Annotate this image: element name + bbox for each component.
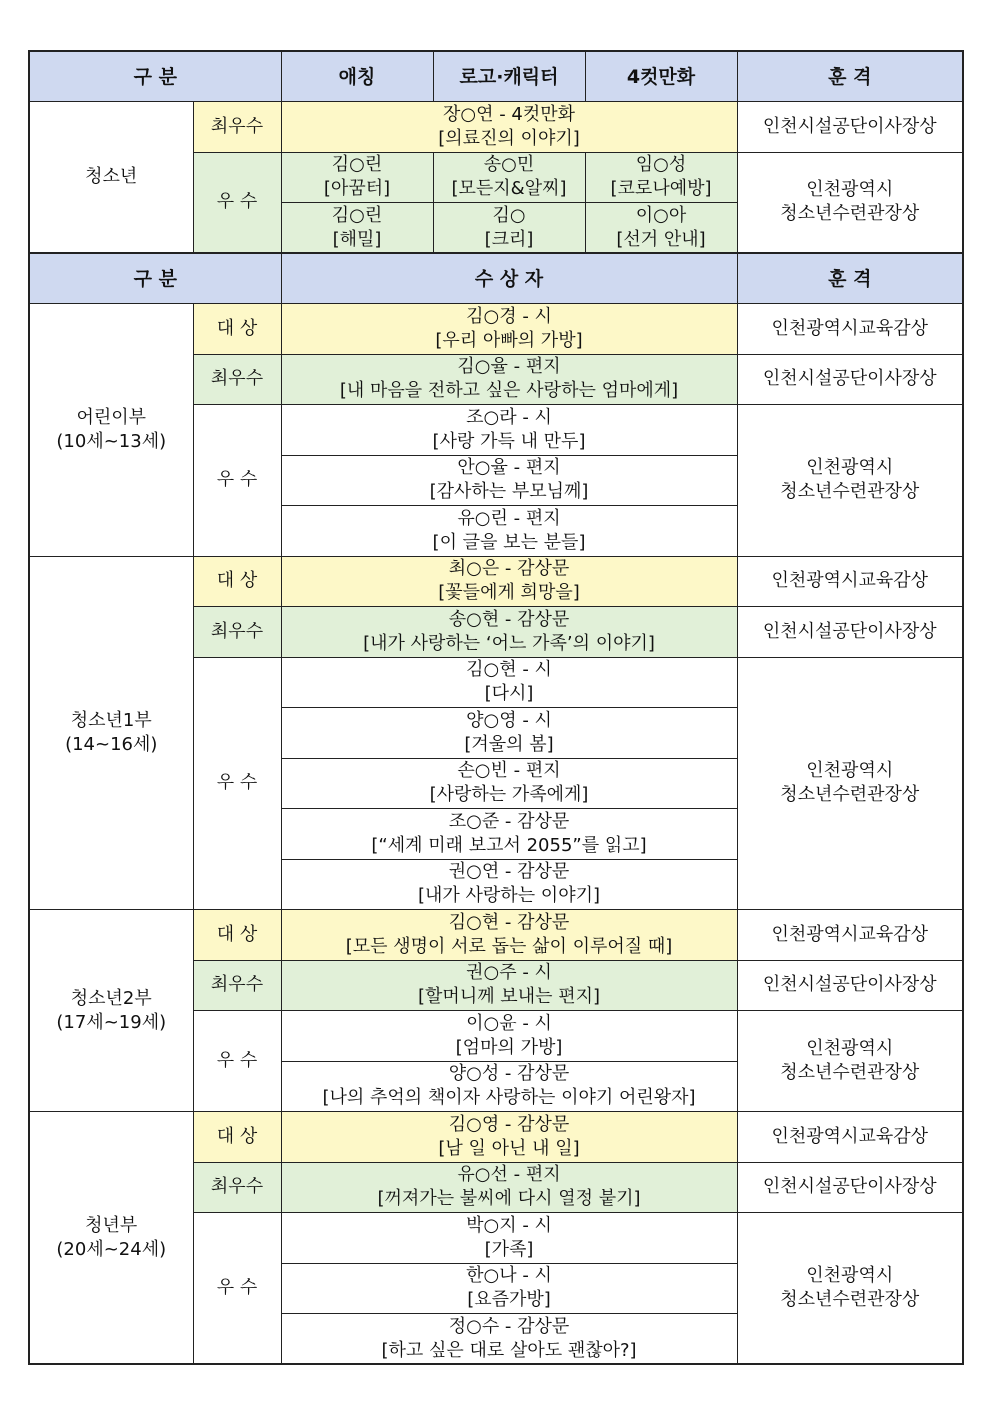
winner-title: [코로나예방]	[610, 178, 712, 200]
grade-label: 최우수	[193, 1162, 281, 1213]
group-name-youth: 청소년	[29, 102, 193, 254]
winner-cell	[585, 203, 737, 254]
grade-label: 대 상	[193, 910, 281, 961]
winner-line: 김○린	[331, 204, 383, 226]
winner-line: 송○현 - 감상문	[448, 608, 570, 630]
winner-cell	[281, 758, 737, 809]
award-name	[737, 152, 963, 253]
winner-title: [“세계 미래 보고서 2055”를 읽고]	[371, 834, 647, 856]
award-name: 인천광역시교육감상	[737, 910, 963, 961]
winner-line: 유○선 - 편지	[457, 1164, 561, 1186]
winner-title: [하고 싶은 대로 살아도 괜찮아?]	[381, 1339, 637, 1361]
winner-cell	[281, 506, 737, 557]
winner-cell	[433, 203, 585, 254]
winner-cell	[281, 304, 737, 355]
winner-cell	[433, 152, 585, 203]
grade-label: 우 수	[193, 1011, 281, 1112]
winner-line: 임○성	[635, 154, 687, 176]
winner-line: 김○현 - 시	[466, 659, 552, 681]
winner-line: 권○연 - 감상문	[448, 861, 570, 883]
group-age-range: (20세~24세)	[56, 1238, 167, 1260]
header-division: 구 분	[29, 51, 281, 102]
winner-cell	[281, 1263, 737, 1314]
winner-line: 유○린 - 편지	[457, 507, 561, 529]
grade-label: 우 수	[193, 1213, 281, 1365]
award-line: 인천광역시	[806, 457, 894, 479]
winner-title: [이 글을 보는 분들]	[432, 531, 586, 553]
winner-line: 이○윤 - 시	[466, 1012, 552, 1034]
grade-label: 최우수	[193, 607, 281, 658]
winner-title: [감사하는 부모님께]	[429, 481, 589, 503]
award-line: 청소년수련관장상	[780, 784, 920, 806]
winner-cell	[281, 1162, 737, 1213]
winner-title: [나의 추억의 책이자 사랑하는 이야기 어린왕자]	[322, 1087, 696, 1109]
award-line: 인천광역시	[806, 1038, 894, 1059]
group-title: 청년부	[85, 1214, 138, 1236]
winner-cell	[281, 455, 737, 506]
winner-line: 김○경 - 시	[466, 305, 552, 327]
grade-label: 최우수	[193, 354, 281, 405]
header-logo-character: 로고·캐릭터	[433, 51, 585, 102]
winner-cell	[281, 152, 433, 203]
winner-cell	[281, 1061, 737, 1112]
winner-line: 김○영 - 감상문	[448, 1113, 570, 1135]
winner-title: [가족]	[484, 1238, 534, 1260]
winner-title: [꺼져가는 불씨에 다시 열정 붙기]	[377, 1188, 641, 1210]
award-line: 청소년수련관장상	[780, 1062, 920, 1083]
header-commendation: 훈 격	[737, 253, 963, 304]
group-age-range: (10세~13세)	[56, 430, 167, 452]
header-winner: 수 상 자	[281, 253, 737, 304]
group-age-range: (14~16세)	[65, 733, 158, 755]
winner-cell	[281, 203, 433, 254]
award-line: 청소년수련관장상	[780, 481, 920, 503]
award-name: 인천시설공단이사장상	[737, 102, 963, 153]
winner-line: 권○주 - 시	[466, 962, 552, 984]
winner-cell	[281, 556, 737, 607]
winner-title: [해밀]	[332, 228, 382, 250]
award-table-body	[29, 51, 963, 1364]
winner-cell	[281, 354, 737, 405]
award-name	[737, 1011, 963, 1112]
winner-cell	[585, 152, 737, 203]
winner-line: 조○라 - 시	[466, 406, 552, 428]
grade-label: 최우수	[193, 102, 281, 153]
header-row-contest	[29, 51, 963, 102]
winner-title: [꽃들에게 희망을]	[438, 582, 580, 604]
winner-line: 김○	[492, 204, 526, 226]
grand-prize-row	[29, 1112, 963, 1163]
grade-label: 대 상	[193, 1112, 281, 1163]
winner-line: 안○율 - 편지	[457, 457, 561, 479]
winner-line: 한○나 - 시	[466, 1265, 552, 1287]
winner-line: 양○영 - 시	[466, 709, 552, 731]
winner-line: 김○율 - 편지	[457, 356, 561, 378]
winner-title: [다시]	[484, 683, 534, 705]
winner-title: [사랑 가득 내 만두]	[432, 430, 586, 452]
winner-title: [겨울의 봄]	[464, 733, 554, 755]
winner-cell	[281, 708, 737, 759]
winner-title: [의료진의 이야기]	[438, 127, 580, 149]
group-title: 청소년2부	[70, 987, 152, 1009]
group-name	[29, 304, 193, 557]
winner-line: 손○빈 - 편지	[457, 760, 561, 782]
award-name: 인천시설공단이사장상	[737, 960, 963, 1011]
group-name	[29, 910, 193, 1112]
grade-label: 최우수	[193, 960, 281, 1011]
award-name	[737, 657, 963, 910]
youth-top-row	[29, 102, 963, 153]
award-name: 인천광역시교육감상	[737, 1112, 963, 1163]
winner-title: [남 일 아닌 내 일]	[438, 1137, 580, 1159]
winner-title: [내가 사랑하는 이야기]	[418, 885, 600, 907]
winner-title: [아꿈터]	[323, 178, 391, 200]
winner-line: 양○성 - 감상문	[448, 1063, 570, 1085]
winner-title: [모든지&알찌]	[451, 178, 567, 200]
winner-title: [할머니께 보내는 편지]	[418, 986, 600, 1008]
grade-label: 우 수	[193, 405, 281, 557]
winner-cell	[281, 809, 737, 860]
award-name	[737, 1213, 963, 1365]
award-line: 인천광역시	[806, 1265, 894, 1286]
winner-title: [엄마의 가방]	[455, 1036, 563, 1058]
winner-cell	[281, 1213, 737, 1264]
winner-line: 이○아	[635, 204, 687, 226]
header-comic: 4컷만화	[585, 51, 737, 102]
winner-title: [내가 사랑하는 ‘어느 가족’의 이야기]	[363, 632, 655, 654]
award-table	[28, 50, 964, 1365]
winner-title: [모든 생명이 서로 돕는 삶이 이루어질 때]	[345, 935, 673, 957]
grand-prize-row	[29, 304, 963, 355]
winner-title: [크리]	[484, 228, 534, 250]
award-line: 청소년수련관장상	[780, 203, 920, 225]
group-name	[29, 556, 193, 910]
winner-title: [선거 안내]	[616, 228, 706, 250]
grade-label: 대 상	[193, 556, 281, 607]
winner-line: 장○연 - 4컷만화	[442, 103, 576, 125]
header-row-writing	[29, 253, 963, 304]
group-name	[29, 1112, 193, 1365]
winner-cell	[281, 657, 737, 708]
winner-line: 박○지 - 시	[466, 1214, 552, 1236]
award-name: 인천시설공단이사장상	[737, 354, 963, 405]
winner-title: [요즘가방]	[467, 1289, 551, 1311]
group-age-range: (17세~19세)	[56, 1011, 167, 1033]
award-name: 인천광역시교육감상	[737, 304, 963, 355]
winner-cell	[281, 910, 737, 961]
award-name: 인천시설공단이사장상	[737, 607, 963, 658]
award-line: 인천광역시	[806, 760, 894, 782]
grade-label: 우 수	[193, 657, 281, 910]
header-nickname: 애칭	[281, 51, 433, 102]
group-title: 청소년1부	[70, 709, 152, 731]
grand-prize-row	[29, 910, 963, 961]
winner-cell	[281, 102, 737, 153]
winner-line: 김○현 - 감상문	[448, 911, 570, 933]
winner-line: 김○린	[331, 154, 383, 176]
award-line: 청소년수련관장상	[780, 1289, 920, 1310]
winner-cell	[281, 607, 737, 658]
header-commendation: 훈 격	[737, 51, 963, 102]
header-division: 구 분	[29, 253, 281, 304]
winner-line: 최○은 - 감상문	[448, 558, 570, 580]
award-name	[737, 405, 963, 557]
winner-line: 정○수 - 감상문	[448, 1315, 570, 1337]
grade-label: 우 수	[193, 152, 281, 253]
winner-line: 조○준 - 감상문	[448, 810, 570, 832]
winner-cell	[281, 859, 737, 910]
winner-title: [우리 아빠의 가방]	[435, 329, 583, 351]
award-line: 인천광역시	[806, 179, 894, 201]
grand-prize-row	[29, 556, 963, 607]
grade-label: 대 상	[193, 304, 281, 355]
winner-line: 송○민	[483, 154, 535, 176]
award-name: 인천광역시교육감상	[737, 556, 963, 607]
winner-title: [내 마음을 전하고 싶은 사랑하는 엄마에게]	[339, 380, 679, 402]
winner-cell	[281, 1314, 737, 1365]
winner-cell	[281, 1011, 737, 1062]
award-name: 인천시설공단이사장상	[737, 1162, 963, 1213]
winner-title: [사랑하는 가족에게]	[429, 784, 589, 806]
winner-cell	[281, 960, 737, 1011]
winner-cell	[281, 1112, 737, 1163]
winner-cell	[281, 405, 737, 456]
group-title: 어린이부	[76, 406, 147, 428]
